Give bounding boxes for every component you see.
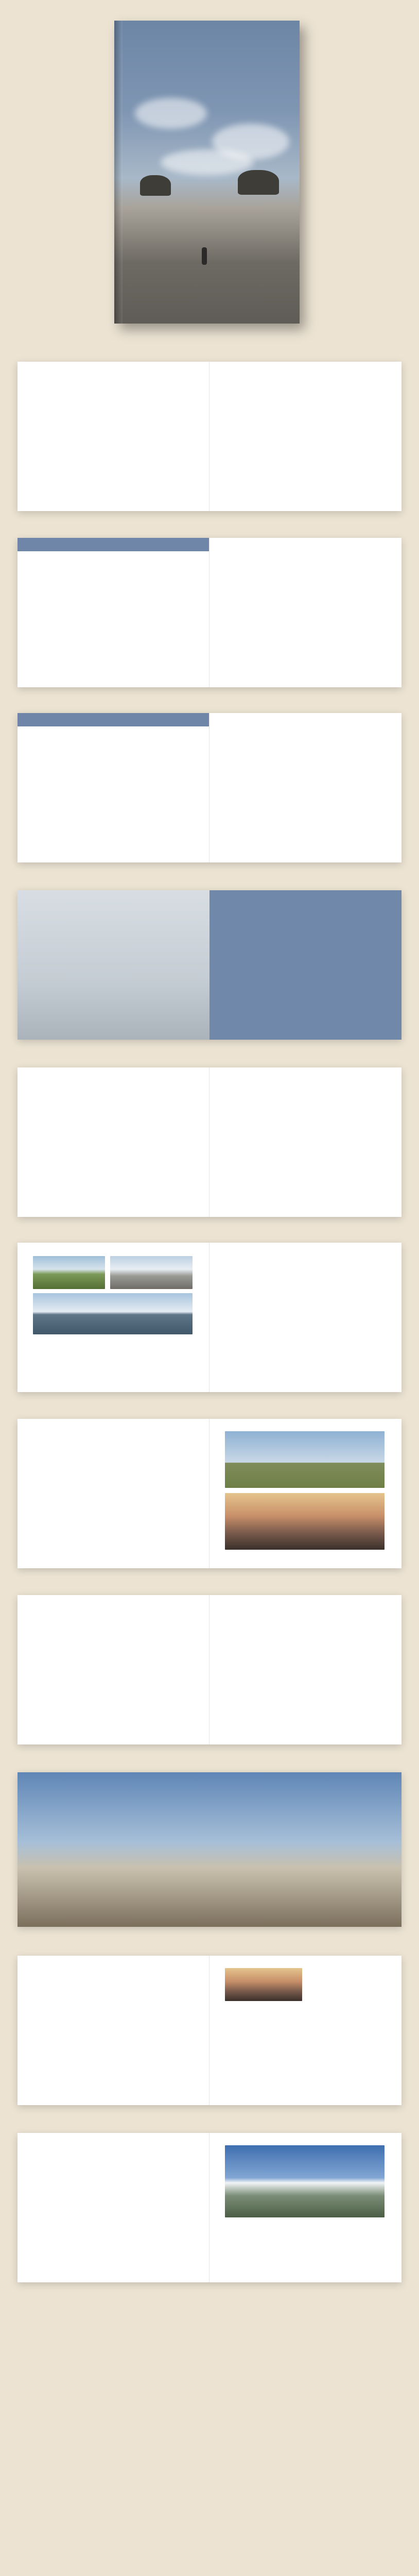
page-left <box>18 1419 210 1568</box>
photo-mountain <box>225 2145 385 2217</box>
page-left <box>18 1595 210 1744</box>
page-right <box>210 1956 401 2105</box>
page-right <box>210 713 401 862</box>
cover-figure <box>202 247 207 265</box>
header-band <box>18 538 209 551</box>
page-right <box>210 1243 401 1392</box>
photo-harbour <box>33 1293 193 1334</box>
page-left <box>18 1243 210 1392</box>
photo-landscape <box>33 1256 105 1289</box>
book-cover <box>114 21 300 324</box>
page-left <box>18 1956 210 2105</box>
page-left <box>18 713 210 862</box>
spread-mountain <box>18 2133 401 2282</box>
photo-boat <box>225 1968 302 2001</box>
spread-photos-2 <box>18 1419 401 1568</box>
page-left <box>18 538 210 687</box>
page-left <box>18 2133 210 2282</box>
page-left <box>18 362 210 511</box>
cover-rock <box>238 170 279 195</box>
spread-photos-1 <box>18 1243 401 1392</box>
page-left <box>18 1067 210 1217</box>
page-right <box>210 362 401 511</box>
spread-part-index-1 <box>18 538 401 687</box>
page-right <box>210 1595 401 1744</box>
spread-chapter-opener <box>18 890 401 1040</box>
spread-fullbleed-beach <box>18 1772 401 1927</box>
cover-cloud <box>161 149 253 175</box>
header-band <box>18 713 209 726</box>
page-right <box>210 538 401 687</box>
spread-contents <box>18 362 401 511</box>
photo-cyclist <box>225 1431 385 1488</box>
spread-text-3 <box>18 1956 401 2105</box>
photo-street <box>110 1256 193 1289</box>
photo-beach-jump <box>18 1772 401 1927</box>
page-right <box>210 2133 401 2282</box>
spread-text-1 <box>18 1067 401 1217</box>
spread-part-index-2 <box>18 713 401 862</box>
cover-rock <box>140 175 171 196</box>
photo-sunset <box>225 1493 385 1550</box>
cover-spine <box>114 21 123 324</box>
page-right <box>210 1067 401 1217</box>
chapter-panel <box>210 890 401 1040</box>
spread-text-2 <box>18 1595 401 1744</box>
cover-cloud <box>135 98 207 129</box>
page-right <box>210 1419 401 1568</box>
